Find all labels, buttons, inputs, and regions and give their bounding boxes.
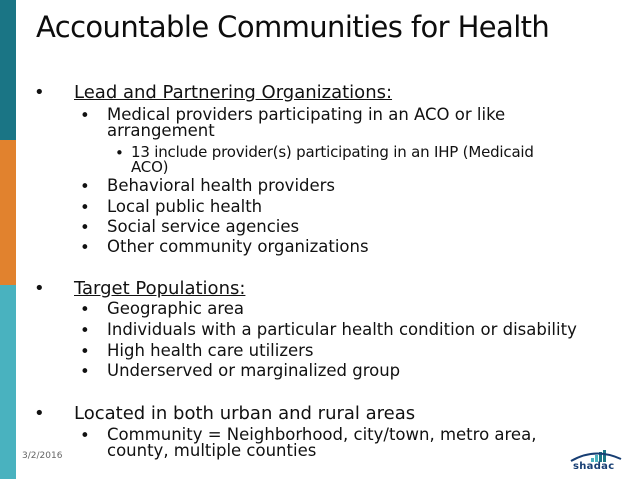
bullet-icon: • [80, 321, 90, 340]
bullet-icon: • [80, 426, 90, 445]
list-item: Community = Neighborhood, city/town, metro area, [107, 425, 537, 444]
bullet-icon: • [80, 198, 90, 217]
list-item: Behavioral health providers [107, 176, 336, 195]
slide-title: Accountable Communities for Health [36, 10, 550, 44]
bullet-icon: • [80, 362, 90, 381]
bullet-icon: • [34, 82, 45, 103]
bullet-icon: • [80, 218, 90, 237]
list-item: Other community organizations [107, 237, 369, 256]
sub-list-item-continued: ACO) [131, 158, 169, 176]
section-heading-location: Located in both urban and rural areas [74, 403, 416, 424]
section-heading-populations: Target Populations: [74, 278, 246, 299]
list-item-continued: county, multiple counties [107, 441, 317, 460]
section-heading-organizations: Lead and Partnering Organizations: [74, 82, 393, 103]
bullet-icon: • [80, 238, 90, 257]
accent-bar-bottom [0, 285, 16, 479]
list-item: High health care utilizers [107, 341, 314, 360]
list-item-continued: arrangement [107, 121, 215, 140]
bullet-icon: • [80, 342, 90, 361]
accent-bar-top [0, 0, 16, 140]
bullet-icon: • [115, 144, 124, 162]
list-item: Individuals with a particular health condition or disability [107, 320, 577, 339]
bullet-icon: • [34, 403, 45, 424]
list-item: Underserved or marginalized group [107, 361, 401, 380]
logo-text: shadac [573, 461, 615, 472]
bullet-icon: • [80, 300, 90, 319]
list-item: Medical providers participating in an ACO or like [107, 105, 506, 124]
sub-list-item: 13 include provider(s) participating in an IHP (Medicaid [131, 143, 534, 161]
accent-bar-middle [0, 140, 16, 285]
list-item: Geographic area [107, 299, 245, 318]
bullet-icon: • [80, 106, 90, 125]
bullet-icon: • [34, 278, 45, 299]
list-item: Social service agencies [107, 217, 300, 236]
slide-date: 3/2/2016 [22, 451, 63, 461]
bullet-icon: • [80, 177, 90, 196]
list-item: Local public health [107, 197, 263, 216]
